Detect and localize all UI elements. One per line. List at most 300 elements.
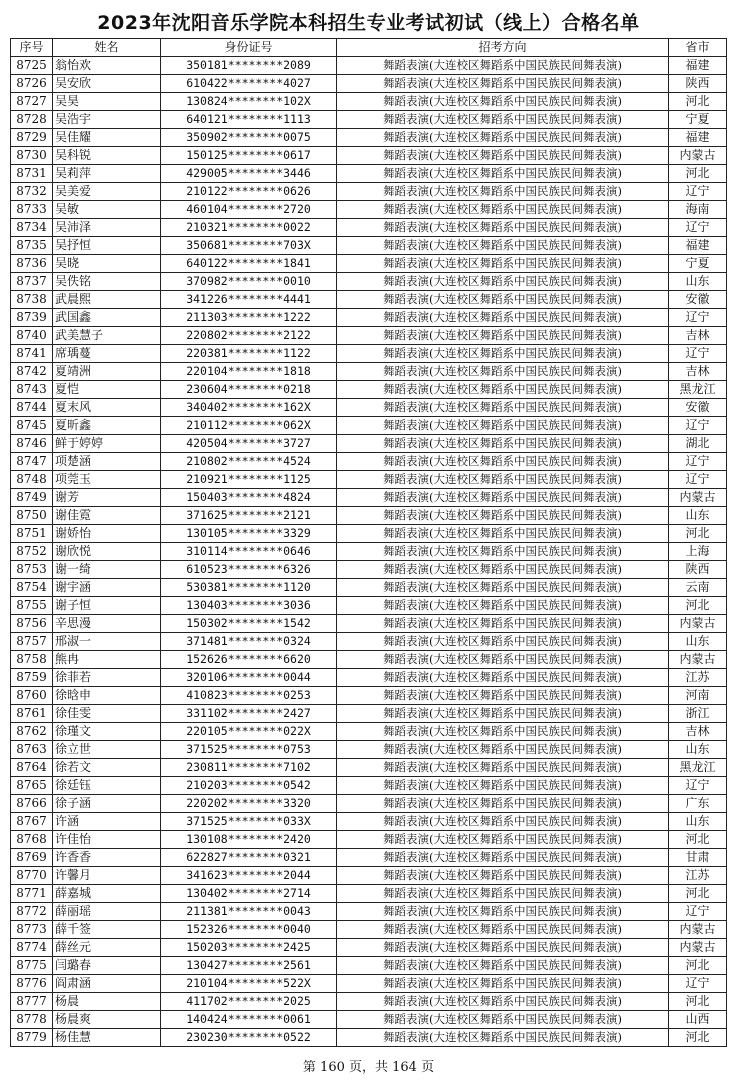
row-name: 熊冉 bbox=[53, 651, 161, 669]
row-direction: 舞蹈表演(大连校区舞蹈系中国民族民间舞表演) bbox=[337, 165, 669, 183]
row-province: 辽宁 bbox=[669, 975, 727, 993]
row-seq: 8726 bbox=[11, 75, 53, 93]
row-seq: 8762 bbox=[11, 723, 53, 741]
row-direction: 舞蹈表演(大连校区舞蹈系中国民族民间舞表演) bbox=[337, 849, 669, 867]
table-row bbox=[11, 1029, 727, 1047]
table-row bbox=[11, 237, 727, 255]
row-seq: 8776 bbox=[11, 975, 53, 993]
table-row bbox=[11, 579, 727, 597]
row-seq: 8743 bbox=[11, 381, 53, 399]
row-province: 安徽 bbox=[669, 399, 727, 417]
table-row bbox=[11, 435, 727, 453]
table-row bbox=[11, 345, 727, 363]
row-direction: 舞蹈表演(大连校区舞蹈系中国民族民间舞表演) bbox=[337, 291, 669, 309]
row-direction: 舞蹈表演(大连校区舞蹈系中国民族民间舞表演) bbox=[337, 777, 669, 795]
table-row bbox=[11, 363, 727, 381]
table-row bbox=[11, 111, 727, 129]
row-province: 江苏 bbox=[669, 669, 727, 687]
row-seq: 8774 bbox=[11, 939, 53, 957]
results-table bbox=[10, 38, 727, 1047]
row-id-number: 130108********2420 bbox=[161, 831, 337, 849]
table-row bbox=[11, 939, 727, 957]
row-province: 河南 bbox=[669, 687, 727, 705]
row-name: 吴昊 bbox=[53, 93, 161, 111]
row-seq: 8741 bbox=[11, 345, 53, 363]
row-direction: 舞蹈表演(大连校区舞蹈系中国民族民间舞表演) bbox=[337, 147, 669, 165]
row-province: 山东 bbox=[669, 813, 727, 831]
table-row bbox=[11, 165, 727, 183]
row-name: 鲜于婷婷 bbox=[53, 435, 161, 453]
row-id-number: 530381********1120 bbox=[161, 579, 337, 597]
row-id-number: 150203********2425 bbox=[161, 939, 337, 957]
row-seq: 8754 bbox=[11, 579, 53, 597]
row-seq: 8779 bbox=[11, 1029, 53, 1047]
row-province: 内蒙古 bbox=[669, 147, 727, 165]
row-name: 杨佳慧 bbox=[53, 1029, 161, 1047]
row-name: 谢娇怡 bbox=[53, 525, 161, 543]
row-name: 席瑀蔓 bbox=[53, 345, 161, 363]
row-id-number: 622827********0321 bbox=[161, 849, 337, 867]
row-province: 吉林 bbox=[669, 723, 727, 741]
row-direction: 舞蹈表演(大连校区舞蹈系中国民族民间舞表演) bbox=[337, 75, 669, 93]
row-name: 吴抒恒 bbox=[53, 237, 161, 255]
row-seq: 8773 bbox=[11, 921, 53, 939]
row-province: 黑龙江 bbox=[669, 759, 727, 777]
row-seq: 8734 bbox=[11, 219, 53, 237]
table-row bbox=[11, 255, 727, 273]
row-id-number: 210321********0022 bbox=[161, 219, 337, 237]
row-id-number: 130403********3036 bbox=[161, 597, 337, 615]
table-row bbox=[11, 867, 727, 885]
table-row bbox=[11, 273, 727, 291]
row-province: 上海 bbox=[669, 543, 727, 561]
table-row bbox=[11, 687, 727, 705]
row-province: 福建 bbox=[669, 57, 727, 75]
row-direction: 舞蹈表演(大连校区舞蹈系中国民族民间舞表演) bbox=[337, 723, 669, 741]
row-name: 徐若文 bbox=[53, 759, 161, 777]
row-province: 宁夏 bbox=[669, 111, 727, 129]
row-province: 山西 bbox=[669, 1011, 727, 1029]
row-id-number: 230230********0522 bbox=[161, 1029, 337, 1047]
row-seq: 8759 bbox=[11, 669, 53, 687]
row-name: 武国鑫 bbox=[53, 309, 161, 327]
table-row bbox=[11, 525, 727, 543]
row-direction: 舞蹈表演(大连校区舞蹈系中国民族民间舞表演) bbox=[337, 561, 669, 579]
row-seq: 8738 bbox=[11, 291, 53, 309]
column-header-direction: 招考方向 bbox=[337, 39, 669, 57]
row-name: 薛嘉城 bbox=[53, 885, 161, 903]
row-seq: 8750 bbox=[11, 507, 53, 525]
row-seq: 8740 bbox=[11, 327, 53, 345]
row-seq: 8769 bbox=[11, 849, 53, 867]
table-row bbox=[11, 417, 727, 435]
table-row bbox=[11, 813, 727, 831]
row-seq: 8729 bbox=[11, 129, 53, 147]
row-province: 河北 bbox=[669, 597, 727, 615]
row-seq: 8733 bbox=[11, 201, 53, 219]
row-province: 河北 bbox=[669, 1029, 727, 1047]
row-name: 徐子涵 bbox=[53, 795, 161, 813]
row-province: 黑龙江 bbox=[669, 381, 727, 399]
row-id-number: 220202********3320 bbox=[161, 795, 337, 813]
row-name: 吴浩宇 bbox=[53, 111, 161, 129]
row-seq: 8758 bbox=[11, 651, 53, 669]
row-province: 广东 bbox=[669, 795, 727, 813]
row-direction: 舞蹈表演(大连校区舞蹈系中国民族民间舞表演) bbox=[337, 687, 669, 705]
table-row bbox=[11, 597, 727, 615]
row-name: 谢一绮 bbox=[53, 561, 161, 579]
row-seq: 8737 bbox=[11, 273, 53, 291]
row-name: 吴沛泽 bbox=[53, 219, 161, 237]
row-direction: 舞蹈表演(大连校区舞蹈系中国民族民间舞表演) bbox=[337, 975, 669, 993]
row-name: 吴科锐 bbox=[53, 147, 161, 165]
row-id-number: 210203********0542 bbox=[161, 777, 337, 795]
row-province: 吉林 bbox=[669, 363, 727, 381]
row-id-number: 210112********062X bbox=[161, 417, 337, 435]
row-id-number: 371525********033X bbox=[161, 813, 337, 831]
row-province: 辽宁 bbox=[669, 777, 727, 795]
row-seq: 8730 bbox=[11, 147, 53, 165]
row-name: 翁怡欢 bbox=[53, 57, 161, 75]
row-seq: 8753 bbox=[11, 561, 53, 579]
column-header-id: 身份证号 bbox=[161, 39, 337, 57]
row-seq: 8744 bbox=[11, 399, 53, 417]
row-id-number: 211303********1222 bbox=[161, 309, 337, 327]
row-province: 河北 bbox=[669, 831, 727, 849]
row-seq: 8764 bbox=[11, 759, 53, 777]
table-row bbox=[11, 381, 727, 399]
row-province: 辽宁 bbox=[669, 903, 727, 921]
row-id-number: 350681********703X bbox=[161, 237, 337, 255]
row-name: 谢宇涵 bbox=[53, 579, 161, 597]
row-direction: 舞蹈表演(大连校区舞蹈系中国民族民间舞表演) bbox=[337, 633, 669, 651]
row-id-number: 610523********6326 bbox=[161, 561, 337, 579]
row-direction: 舞蹈表演(大连校区舞蹈系中国民族民间舞表演) bbox=[337, 759, 669, 777]
row-province: 陕西 bbox=[669, 561, 727, 579]
table-row bbox=[11, 705, 727, 723]
table-row bbox=[11, 57, 727, 75]
row-direction: 舞蹈表演(大连校区舞蹈系中国民族民间舞表演) bbox=[337, 435, 669, 453]
row-id-number: 310114********0646 bbox=[161, 543, 337, 561]
table-row bbox=[11, 831, 727, 849]
row-province: 山东 bbox=[669, 273, 727, 291]
row-province: 内蒙古 bbox=[669, 939, 727, 957]
row-seq: 8772 bbox=[11, 903, 53, 921]
row-name: 夏昕鑫 bbox=[53, 417, 161, 435]
row-direction: 舞蹈表演(大连校区舞蹈系中国民族民间舞表演) bbox=[337, 327, 669, 345]
table-row bbox=[11, 849, 727, 867]
row-name: 吴佚铭 bbox=[53, 273, 161, 291]
row-seq: 8748 bbox=[11, 471, 53, 489]
row-seq: 8768 bbox=[11, 831, 53, 849]
row-name: 吴安欣 bbox=[53, 75, 161, 93]
table-row bbox=[11, 93, 727, 111]
table-row bbox=[11, 651, 727, 669]
row-id-number: 230811********7102 bbox=[161, 759, 337, 777]
row-seq: 8735 bbox=[11, 237, 53, 255]
row-id-number: 350181********2089 bbox=[161, 57, 337, 75]
row-id-number: 341623********2044 bbox=[161, 867, 337, 885]
row-direction: 舞蹈表演(大连校区舞蹈系中国民族民间舞表演) bbox=[337, 921, 669, 939]
table-row bbox=[11, 399, 727, 417]
row-id-number: 410823********0253 bbox=[161, 687, 337, 705]
row-province: 内蒙古 bbox=[669, 615, 727, 633]
row-name: 夏靖洲 bbox=[53, 363, 161, 381]
row-name: 薛丽瑶 bbox=[53, 903, 161, 921]
row-id-number: 230604********0218 bbox=[161, 381, 337, 399]
row-seq: 8760 bbox=[11, 687, 53, 705]
row-direction: 舞蹈表演(大连校区舞蹈系中国民族民间舞表演) bbox=[337, 669, 669, 687]
row-province: 河北 bbox=[669, 525, 727, 543]
row-seq: 8761 bbox=[11, 705, 53, 723]
table-row bbox=[11, 507, 727, 525]
row-id-number: 640122********1841 bbox=[161, 255, 337, 273]
row-province: 浙江 bbox=[669, 705, 727, 723]
row-province: 安徽 bbox=[669, 291, 727, 309]
table-row bbox=[11, 921, 727, 939]
row-province: 辽宁 bbox=[669, 453, 727, 471]
row-name: 吴美爱 bbox=[53, 183, 161, 201]
row-name: 谢欣悦 bbox=[53, 543, 161, 561]
table-row bbox=[11, 1011, 727, 1029]
row-id-number: 210802********4524 bbox=[161, 453, 337, 471]
row-id-number: 610422********4027 bbox=[161, 75, 337, 93]
row-name: 吴佳耀 bbox=[53, 129, 161, 147]
row-seq: 8778 bbox=[11, 1011, 53, 1029]
row-province: 内蒙古 bbox=[669, 489, 727, 507]
row-id-number: 220381********1122 bbox=[161, 345, 337, 363]
row-province: 海南 bbox=[669, 201, 727, 219]
row-seq: 8771 bbox=[11, 885, 53, 903]
row-direction: 舞蹈表演(大连校区舞蹈系中国民族民间舞表演) bbox=[337, 363, 669, 381]
row-direction: 舞蹈表演(大连校区舞蹈系中国民族民间舞表演) bbox=[337, 453, 669, 471]
row-seq: 8731 bbox=[11, 165, 53, 183]
row-seq: 8732 bbox=[11, 183, 53, 201]
row-province: 辽宁 bbox=[669, 219, 727, 237]
table-row bbox=[11, 291, 727, 309]
row-direction: 舞蹈表演(大连校区舞蹈系中国民族民间舞表演) bbox=[337, 903, 669, 921]
row-direction: 舞蹈表演(大连校区舞蹈系中国民族民间舞表演) bbox=[337, 201, 669, 219]
row-seq: 8749 bbox=[11, 489, 53, 507]
row-direction: 舞蹈表演(大连校区舞蹈系中国民族民间舞表演) bbox=[337, 615, 669, 633]
row-name: 许馨月 bbox=[53, 867, 161, 885]
table-row bbox=[11, 129, 727, 147]
row-direction: 舞蹈表演(大连校区舞蹈系中国民族民间舞表演) bbox=[337, 237, 669, 255]
row-province: 福建 bbox=[669, 129, 727, 147]
row-seq: 8746 bbox=[11, 435, 53, 453]
row-direction: 舞蹈表演(大连校区舞蹈系中国民族民间舞表演) bbox=[337, 651, 669, 669]
row-direction: 舞蹈表演(大连校区舞蹈系中国民族民间舞表演) bbox=[337, 381, 669, 399]
row-id-number: 370982********0010 bbox=[161, 273, 337, 291]
row-id-number: 429005********3446 bbox=[161, 165, 337, 183]
row-name: 吴晓 bbox=[53, 255, 161, 273]
row-province: 山东 bbox=[669, 507, 727, 525]
row-id-number: 152626********6620 bbox=[161, 651, 337, 669]
row-province: 河北 bbox=[669, 165, 727, 183]
row-id-number: 210104********522X bbox=[161, 975, 337, 993]
row-province: 云南 bbox=[669, 579, 727, 597]
row-id-number: 211381********0043 bbox=[161, 903, 337, 921]
row-province: 湖北 bbox=[669, 435, 727, 453]
row-name: 谢子恒 bbox=[53, 597, 161, 615]
row-province: 宁夏 bbox=[669, 255, 727, 273]
table-row bbox=[11, 615, 727, 633]
row-id-number: 350902********0075 bbox=[161, 129, 337, 147]
row-province: 河北 bbox=[669, 885, 727, 903]
row-name: 徐晗申 bbox=[53, 687, 161, 705]
row-province: 内蒙古 bbox=[669, 651, 727, 669]
row-name: 武美慧子 bbox=[53, 327, 161, 345]
row-id-number: 420504********3727 bbox=[161, 435, 337, 453]
column-header-name: 姓名 bbox=[53, 39, 161, 57]
row-province: 辽宁 bbox=[669, 471, 727, 489]
row-direction: 舞蹈表演(大连校区舞蹈系中国民族民间舞表演) bbox=[337, 579, 669, 597]
row-direction: 舞蹈表演(大连校区舞蹈系中国民族民间舞表演) bbox=[337, 543, 669, 561]
row-province: 陕西 bbox=[669, 75, 727, 93]
row-province: 江苏 bbox=[669, 867, 727, 885]
row-name: 薛千签 bbox=[53, 921, 161, 939]
row-id-number: 331102********2427 bbox=[161, 705, 337, 723]
row-direction: 舞蹈表演(大连校区舞蹈系中国民族民间舞表演) bbox=[337, 111, 669, 129]
row-seq: 8755 bbox=[11, 597, 53, 615]
row-seq: 8765 bbox=[11, 777, 53, 795]
row-direction: 舞蹈表演(大连校区舞蹈系中国民族民间舞表演) bbox=[337, 705, 669, 723]
row-name: 吴敏 bbox=[53, 201, 161, 219]
row-name: 谢芳 bbox=[53, 489, 161, 507]
table-row bbox=[11, 777, 727, 795]
column-header-seq: 序号 bbox=[11, 39, 53, 57]
row-id-number: 340402********162X bbox=[161, 399, 337, 417]
row-province: 吉林 bbox=[669, 327, 727, 345]
table-row bbox=[11, 975, 727, 993]
row-direction: 舞蹈表演(大连校区舞蹈系中国民族民间舞表演) bbox=[337, 1029, 669, 1047]
row-seq: 8745 bbox=[11, 417, 53, 435]
row-name: 武晨熙 bbox=[53, 291, 161, 309]
row-id-number: 371525********0753 bbox=[161, 741, 337, 759]
row-seq: 8767 bbox=[11, 813, 53, 831]
row-id-number: 130427********2561 bbox=[161, 957, 337, 975]
table-row bbox=[11, 327, 727, 345]
row-province: 河北 bbox=[669, 993, 727, 1011]
row-id-number: 220104********1818 bbox=[161, 363, 337, 381]
page-title: 2023年沈阳音乐学院本科招生专业考试初试（线上）合格名单 bbox=[97, 12, 640, 34]
row-direction: 舞蹈表演(大连校区舞蹈系中国民族民间舞表演) bbox=[337, 597, 669, 615]
row-province: 河北 bbox=[669, 93, 727, 111]
row-name: 邢淑一 bbox=[53, 633, 161, 651]
row-id-number: 130402********2714 bbox=[161, 885, 337, 903]
row-id-number: 460104********2720 bbox=[161, 201, 337, 219]
row-direction: 舞蹈表演(大连校区舞蹈系中国民族民间舞表演) bbox=[337, 471, 669, 489]
row-province: 辽宁 bbox=[669, 417, 727, 435]
row-name: 闫璐春 bbox=[53, 957, 161, 975]
row-seq: 8747 bbox=[11, 453, 53, 471]
row-direction: 舞蹈表演(大连校区舞蹈系中国民族民间舞表演) bbox=[337, 399, 669, 417]
row-province: 内蒙古 bbox=[669, 921, 727, 939]
row-id-number: 130824********102X bbox=[161, 93, 337, 111]
row-province: 辽宁 bbox=[669, 345, 727, 363]
row-direction: 舞蹈表演(大连校区舞蹈系中国民族民间舞表演) bbox=[337, 867, 669, 885]
row-direction: 舞蹈表演(大连校区舞蹈系中国民族民间舞表演) bbox=[337, 417, 669, 435]
row-direction: 舞蹈表演(大连校区舞蹈系中国民族民间舞表演) bbox=[337, 309, 669, 327]
row-name: 辛思漫 bbox=[53, 615, 161, 633]
table-row bbox=[11, 183, 727, 201]
page-footer: 第 160 页，共 164 页 bbox=[302, 1060, 435, 1075]
table-row bbox=[11, 201, 727, 219]
table-row bbox=[11, 759, 727, 777]
row-direction: 舞蹈表演(大连校区舞蹈系中国民族民间舞表演) bbox=[337, 255, 669, 273]
row-name: 杨晨 bbox=[53, 993, 161, 1011]
row-name: 徐廷钰 bbox=[53, 777, 161, 795]
table-row bbox=[11, 471, 727, 489]
row-direction: 舞蹈表演(大连校区舞蹈系中国民族民间舞表演) bbox=[337, 993, 669, 1011]
row-name: 项莞玉 bbox=[53, 471, 161, 489]
row-direction: 舞蹈表演(大连校区舞蹈系中国民族民间舞表演) bbox=[337, 1011, 669, 1029]
row-name: 吴莉萍 bbox=[53, 165, 161, 183]
row-direction: 舞蹈表演(大连校区舞蹈系中国民族民间舞表演) bbox=[337, 183, 669, 201]
row-direction: 舞蹈表演(大连校区舞蹈系中国民族民间舞表演) bbox=[337, 813, 669, 831]
row-seq: 8728 bbox=[11, 111, 53, 129]
table-row bbox=[11, 633, 727, 651]
table-row bbox=[11, 723, 727, 741]
row-direction: 舞蹈表演(大连校区舞蹈系中国民族民间舞表演) bbox=[337, 831, 669, 849]
row-direction: 舞蹈表演(大连校区舞蹈系中国民族民间舞表演) bbox=[337, 525, 669, 543]
row-id-number: 220105********022X bbox=[161, 723, 337, 741]
table-row bbox=[11, 993, 727, 1011]
row-direction: 舞蹈表演(大连校区舞蹈系中国民族民间舞表演) bbox=[337, 741, 669, 759]
table-header-row bbox=[11, 39, 727, 57]
row-name: 徐瑾文 bbox=[53, 723, 161, 741]
row-province: 山东 bbox=[669, 741, 727, 759]
table-row bbox=[11, 957, 727, 975]
row-id-number: 341226********4441 bbox=[161, 291, 337, 309]
row-seq: 8736 bbox=[11, 255, 53, 273]
row-seq: 8751 bbox=[11, 525, 53, 543]
row-name: 薛丝元 bbox=[53, 939, 161, 957]
row-name: 许佳怡 bbox=[53, 831, 161, 849]
row-province: 辽宁 bbox=[669, 183, 727, 201]
row-id-number: 320106********0044 bbox=[161, 669, 337, 687]
row-direction: 舞蹈表演(大连校区舞蹈系中国民族民间舞表演) bbox=[337, 885, 669, 903]
row-direction: 舞蹈表演(大连校区舞蹈系中国民族民间舞表演) bbox=[337, 219, 669, 237]
row-province: 河北 bbox=[669, 957, 727, 975]
row-seq: 8757 bbox=[11, 633, 53, 651]
table-row bbox=[11, 903, 727, 921]
row-direction: 舞蹈表演(大连校区舞蹈系中国民族民间舞表演) bbox=[337, 273, 669, 291]
row-name: 许香香 bbox=[53, 849, 161, 867]
row-seq: 8727 bbox=[11, 93, 53, 111]
row-name: 徐菲若 bbox=[53, 669, 161, 687]
row-seq: 8725 bbox=[11, 57, 53, 75]
row-id-number: 152326********0040 bbox=[161, 921, 337, 939]
row-direction: 舞蹈表演(大连校区舞蹈系中国民族民间舞表演) bbox=[337, 345, 669, 363]
row-name: 夏末风 bbox=[53, 399, 161, 417]
row-seq: 8739 bbox=[11, 309, 53, 327]
row-id-number: 210122********0626 bbox=[161, 183, 337, 201]
row-direction: 舞蹈表演(大连校区舞蹈系中国民族民间舞表演) bbox=[337, 57, 669, 75]
row-province: 福建 bbox=[669, 237, 727, 255]
table-row bbox=[11, 669, 727, 687]
table-row bbox=[11, 309, 727, 327]
row-direction: 舞蹈表演(大连校区舞蹈系中国民族民间舞表演) bbox=[337, 795, 669, 813]
row-seq: 8770 bbox=[11, 867, 53, 885]
row-id-number: 130105********3329 bbox=[161, 525, 337, 543]
row-seq: 8766 bbox=[11, 795, 53, 813]
table-row bbox=[11, 561, 727, 579]
row-direction: 舞蹈表演(大连校区舞蹈系中国民族民间舞表演) bbox=[337, 939, 669, 957]
row-id-number: 220802********2122 bbox=[161, 327, 337, 345]
row-id-number: 140424********0061 bbox=[161, 1011, 337, 1029]
row-seq: 8752 bbox=[11, 543, 53, 561]
